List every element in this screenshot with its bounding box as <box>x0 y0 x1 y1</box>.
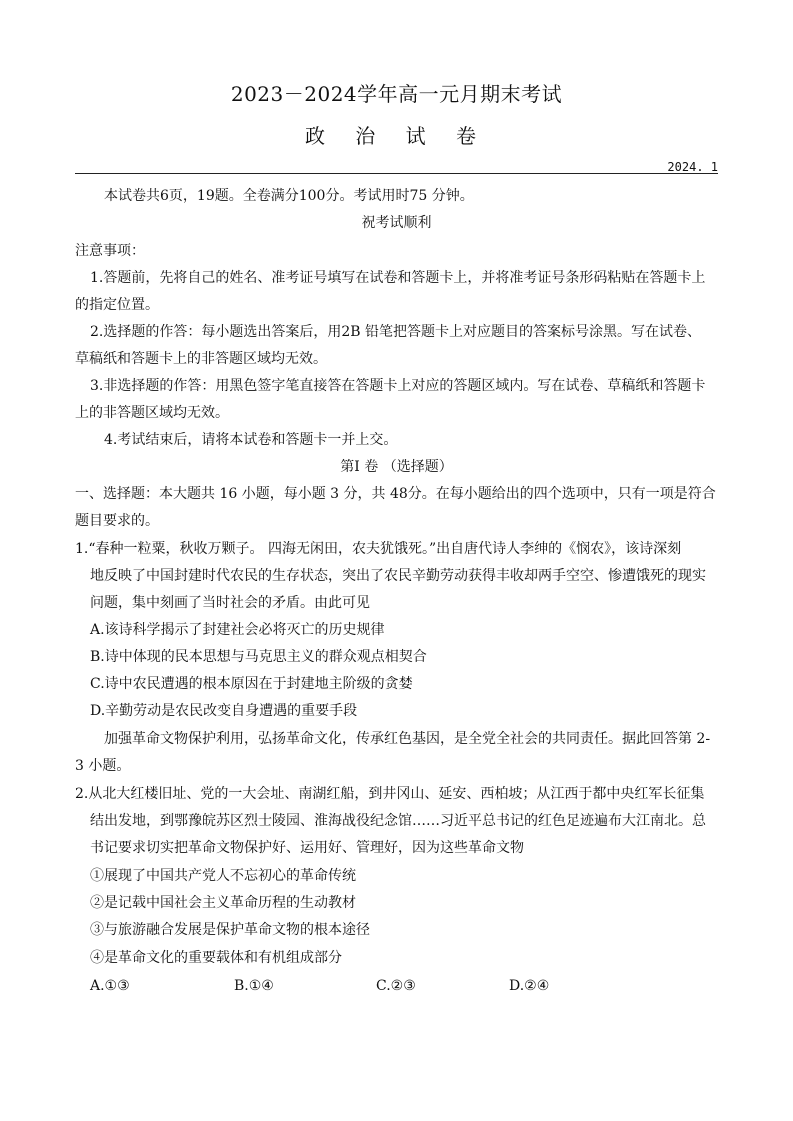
note-3-line-1: 3.非选择题的作答：用黑色签字笔直接答在答题卡上对应的答题区域内。写在试卷、草稿纸和答题卡 <box>90 378 706 394</box>
question-2-option-b: B.①④ <box>234 978 274 994</box>
question-1-stem-line-3: 问题，集中刻画了当时社会的矛盾。由此可见 <box>90 595 370 611</box>
header-divider <box>75 173 718 174</box>
question-1-option-d: D.辛勤劳动是农民改变自身遭遇的重要手段 <box>90 703 358 719</box>
question-2-option-a: A.①③ <box>90 978 130 994</box>
question-1-stem-line-2: 地反映了中国封建时代农民的生存状态，突出了农民辛勤劳动获得丰收却两手空空、惨遭饿死的现实 <box>90 568 706 584</box>
question-2-option-c: C.②③ <box>376 978 416 994</box>
question-1-option-a: A.该诗科学揭示了封建社会必将灭亡的历史规律 <box>90 622 385 638</box>
question-2-statement-2: ②是记载中国社会主义革命历程的生动教材 <box>90 895 356 911</box>
exam-title: 2023－2024学年高一元月期末考试 <box>230 82 563 106</box>
question-1-stem-line-1: 1.“春种一粒粟，秋收万颗子。 四海无闲田，农夫犹饿死。”出自唐代诗人李绅的《悯农》，该诗深刻 <box>75 541 682 557</box>
exam-info: 本试卷共6页，19题。全卷满分100分。考试用时75 分钟。 <box>104 188 474 204</box>
passage-line-1: 加强革命文物保护利用，弘扬革命文化，传承红色基因，是全党全社会的共同责任。据此回答第 2- <box>104 731 711 747</box>
passage-line-2: 3 小题。 <box>75 758 131 774</box>
exam-subtitle: 政 治 试 卷 <box>304 124 489 148</box>
question-1-option-b: B.诗中体现的民本思想与马克思主义的群众观点相契合 <box>90 649 427 665</box>
note-1-line-1: 1.答题前，先将自己的姓名、准考证号填写在试卷和答题卡上，并将准考证号条形码粘贴在答题卡上 <box>90 270 706 286</box>
good-luck-text: 祝考试顺利 <box>361 215 432 231</box>
question-2-option-d: D.②④ <box>509 978 550 994</box>
question-1-option-c: C.诗中农民遭遇的根本原因在于封建地主阶级的贪婪 <box>90 676 413 692</box>
question-2-statement-3: ③与旅游融合发展是保护革命文物的根本途径 <box>90 922 370 938</box>
note-2-line-1: 2.选择题的作答：每小题选出答案后，用2B 铅笔把答题卡上对应题目的答案标号涂黑。写在试卷、 <box>90 324 702 340</box>
note-1-line-2: 的指定位置。 <box>75 297 159 313</box>
question-2-stem-line-3: 书记要求切实把革命文物保护好、运用好、管理好，因为这些革命文物 <box>90 840 524 856</box>
section-instructions-line-2: 题目要求的。 <box>75 513 159 529</box>
section-instructions-line-1: 一、选择题：本大题共 16 小题，每小题 3 分，共 48分。在每小题给出的四个选项中，只有一项是符合 <box>75 486 716 502</box>
notes-heading: 注意事项： <box>75 243 145 259</box>
note-2-line-2: 草稿纸和答题卡上的非答题区域均无效。 <box>75 351 327 367</box>
note-3-line-2: 上的非答题区域均无效。 <box>75 405 229 421</box>
question-2-statement-4: ④是革命文化的重要载体和有机组成部分 <box>90 950 342 966</box>
question-2-stem-line-2: 结出发地，到鄂豫皖苏区烈士陵园、淮海战役纪念馆……习近平总书记的红色足迹遍布大江南北。总 <box>90 813 706 829</box>
exam-date: 2024. 1 <box>667 160 718 174</box>
question-2-statement-1: ①展现了中国共产党人不忘初心的革命传统 <box>90 868 356 884</box>
question-2-stem-line-1: 2.从北大红楼旧址、党的一大会址、南湖红船，到井冈山、延安、西柏坡；从江西于都中央红军长征集 <box>75 786 705 802</box>
note-4: 4.考试结束后，请将本试卷和答题卡一并上交。 <box>104 432 398 448</box>
section-heading: 第Ⅰ 卷 （选择题） <box>340 459 453 475</box>
